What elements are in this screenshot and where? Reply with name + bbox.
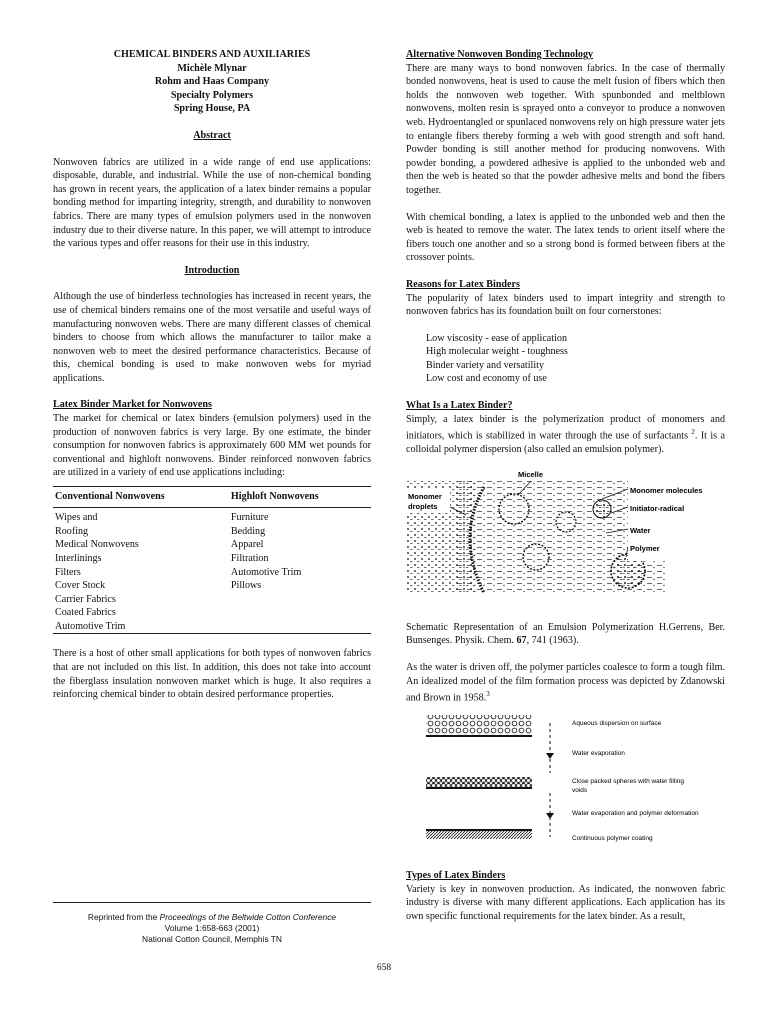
aqueous-dispersion-layer <box>426 715 532 735</box>
arrow-head <box>546 813 554 819</box>
monomer-molecules-label: Monomer molecules <box>630 485 703 495</box>
what-is-latex-text <box>406 413 725 457</box>
types-heading: Types of Latex Binders <box>406 870 506 882</box>
chemical-bonding-text: With chemical bonding, a latex is applied to the unbonded web and then the web is heated to remove the water. The latex tends to orient itself where the fibers touch one another and so a strong bond is formed between fibers at the crossover points. <box>406 211 725 264</box>
table-row <box>53 593 371 607</box>
table-row <box>53 525 371 539</box>
what-text-part-2: . It is a colloidal polymer dispersion (also called an emulsion polymer). <box>406 430 725 456</box>
table-cell: Wipes and <box>55 512 98 524</box>
table-cell: Medical Nonwovens <box>55 539 139 551</box>
list-item: Binder variety and versatility <box>426 359 545 371</box>
monomer-droplets-label-2: droplets <box>408 501 438 511</box>
table-cell: Interlinings <box>55 552 102 564</box>
table-cell: Automotive Trim <box>53 620 229 634</box>
after-table-text: There is a host of other small applications for both types of nonwoven fabrics that are not included on this list. In addition, this does not take into account the fiberglass insulation nonwoven market which is huge. It also requires a reinforcing chemical binder to obtain desired performance properties. <box>53 648 371 701</box>
water-label: Water <box>630 525 651 535</box>
stage-label-deformation: Water evaporation and polymer deformation <box>572 810 699 818</box>
market-text: The market for chemical or latex binders (emulsion polymers) used in the production of nonwoven fabrics is very large. By one estimate, the binder consumption for nonwoven fabrics is approximately 600 MM wet pounds for conventional and highloft nonwovens. Binder reinforced nonwoven fabrics are utilized in a variety of end use applications including: <box>53 413 371 479</box>
arrow-head <box>546 753 554 759</box>
table-row <box>53 552 371 566</box>
footer-prefix: Reprinted from the <box>87 912 160 922</box>
substrate-line <box>426 787 532 789</box>
table-row <box>53 566 371 580</box>
caption-part-2: , 741 (1963). <box>526 635 579 647</box>
reprint-footer <box>53 912 371 945</box>
table-header-highloft: Highloft Nonwovens <box>229 487 371 508</box>
table-row <box>53 579 371 593</box>
stage-label-close-packed: Close packed spheres with water filling <box>572 778 684 786</box>
table-row <box>53 606 371 620</box>
cornerstones-list <box>406 332 725 386</box>
caption-part-1: Schematic Representation of an Emulsion Polymerization H.Gerrens, Ber. Bunsenges. Physik. Chem. <box>406 621 725 647</box>
list-item: Low cost and economy of use <box>426 373 547 385</box>
table-cell: Filtration <box>230 552 269 564</box>
table-cell: Bedding <box>230 525 266 537</box>
affiliation-company: Rohm and Haas Company <box>154 76 270 88</box>
polymer-particle <box>593 500 611 518</box>
table-cell <box>229 620 371 634</box>
reasons-heading: Reasons for Latex Binders <box>406 278 520 290</box>
film-formation-text <box>406 661 725 705</box>
polymer-film-top <box>426 829 532 831</box>
film-text: As the water is driven off, the polymer particles coalesce to form a tough film. An idealized model of the film formation process was depicted by Zdanowski and Brown in 1958. <box>406 661 725 704</box>
table-cell: Furniture <box>230 512 269 524</box>
table-row <box>53 538 371 552</box>
affiliation-location: Spring House, PA <box>173 103 251 115</box>
citation-superscript: 2 <box>691 428 695 437</box>
what-text-part-1: Simply, a latex binder is the polymerization product of monomers and initiators, which is stabilized in water through the use of surfactants <box>406 413 725 442</box>
stage-label-continuous-coating: Continuous polymer coating <box>572 835 653 843</box>
footer-rule <box>53 902 371 903</box>
affiliation-division: Specialty Polymers <box>170 89 254 101</box>
page-number: 658 <box>376 963 392 973</box>
table-row <box>53 511 371 525</box>
alternative-bonding-heading: Alternative Nonwoven Bonding Technology <box>406 49 594 60</box>
emulsion-polymerization-figure <box>406 467 725 607</box>
footer-line-1 <box>53 912 371 923</box>
table-cell: Coated Fabrics <box>55 607 116 619</box>
left-column <box>53 48 371 702</box>
citation-superscript: 3 <box>486 690 490 699</box>
table-cell: Pillows <box>230 580 262 592</box>
right-column <box>406 48 725 924</box>
what-is-latex-heading: What Is a Latex Binder? <box>406 400 513 412</box>
table-cell: Filters <box>55 566 81 578</box>
figure-1-caption <box>406 621 725 648</box>
applications-table <box>53 486 371 634</box>
abstract-heading: Abstract <box>193 129 231 141</box>
alternative-bonding-text: There are many ways to bond nonwoven fabrics. In the case of thermally bonded nonwovens, heat is used to cause the melt fusion of fibers which then holds the nonwoven web together. With spunbonded and meltblown nonwovens, molten resin is sprayed onto a conveyor to produce a nonwoven web. Hydroentangled or spunlaced nonwovens rely on high pressure water jets to entangle fibers thereby forming a web with good strength and soft hand. Powder bonding is still another method for producing nonwovens. With powder bonding, a powdered adhesive is applied to the unbonded web and then the web is heated so that the powder adhesive melts and bond the fibers together. <box>406 62 725 196</box>
footer-line-2: Volume 1:658-663 (2001) <box>164 923 260 933</box>
film-formation-figure <box>406 713 725 863</box>
list-item: Low viscosity - ease of application <box>426 332 567 344</box>
footer-proceedings: Proceedings of the Beltwide Cotton Conference <box>159 912 337 922</box>
stage-label-evaporation: Water evaporation <box>572 750 625 758</box>
table-cell: Apparel <box>230 539 264 551</box>
micelle-label: Micelle <box>518 469 544 479</box>
substrate-line <box>426 735 532 737</box>
table-header-conventional: Conventional Nonwovens <box>53 487 229 508</box>
table-cell <box>229 606 371 620</box>
polymer-label: Polymer <box>630 543 660 553</box>
reasons-text: The popularity of latex binders used to impart integrity and strength to nonwoven fabrics has its foundation built on four cornerstones: <box>406 292 725 318</box>
caption-volume: 67 <box>516 635 527 647</box>
introduction-heading: Introduction <box>184 264 240 276</box>
abstract-text: Nonwoven fabrics are utilized in a wide range of end use applications: disposable, durable, and industrial. While the use of non-chemical bonding has grown in recent years, the application of a latex binder remains a popular bonding method for imparting integrity, strength, and durability to nonwoven fabrics. There are many types of emulsion polymers used in the nonwoven industry due to their diverse nature. In this paper, we will attempt to introduce the various types and offer reasons for their use in this industry. <box>53 156 371 250</box>
stage-label-dispersion: Aqueous dispersion on surface <box>572 720 662 728</box>
table-cell <box>229 593 371 607</box>
types-text: Variety is key in nonwoven production. As indicated, the nonwoven fabric industry is diverse with many different applications. Each application has its own specific functional requirements for the latex binder. As a result, <box>406 883 725 922</box>
table-cell: Roofing <box>55 525 89 537</box>
footer-line-3: National Cotton Council, Memphis TN <box>142 934 282 944</box>
continuous-coating-layer <box>426 831 532 839</box>
table-cell: Cover Stock <box>55 580 106 592</box>
stage-label-voids: voids <box>572 787 588 795</box>
author-name: Michèle Mlynar <box>177 62 247 74</box>
list-item: High molecular weight - toughness <box>426 346 568 358</box>
initiator-radical-label: Initiator-radical <box>630 503 685 513</box>
market-heading: Latex Binder Market for Nonwovens <box>53 399 212 411</box>
paper-title: CHEMICAL BINDERS AND AUXILIARIES <box>113 49 311 60</box>
introduction-text: Although the use of binderless technologies has increased in recent years, the use of chemical binders remains one of the most versatile and useful ways of manufacturing nonwoven webs. There are many different classes of chemical binders to choose from which allows the manufacturer to tailor make a nonwoven web to meet the desired performance characteristics. Because of this, chemical bonding is used to make nonwoven webs for myriad applications. <box>53 291 371 384</box>
table-cell: Carrier Fabrics <box>55 593 116 605</box>
monomer-droplets-label-1: Monomer <box>408 491 442 501</box>
table-cell: Automotive Trim <box>230 566 302 578</box>
close-packed-layer <box>426 777 532 787</box>
table-row <box>53 620 371 634</box>
